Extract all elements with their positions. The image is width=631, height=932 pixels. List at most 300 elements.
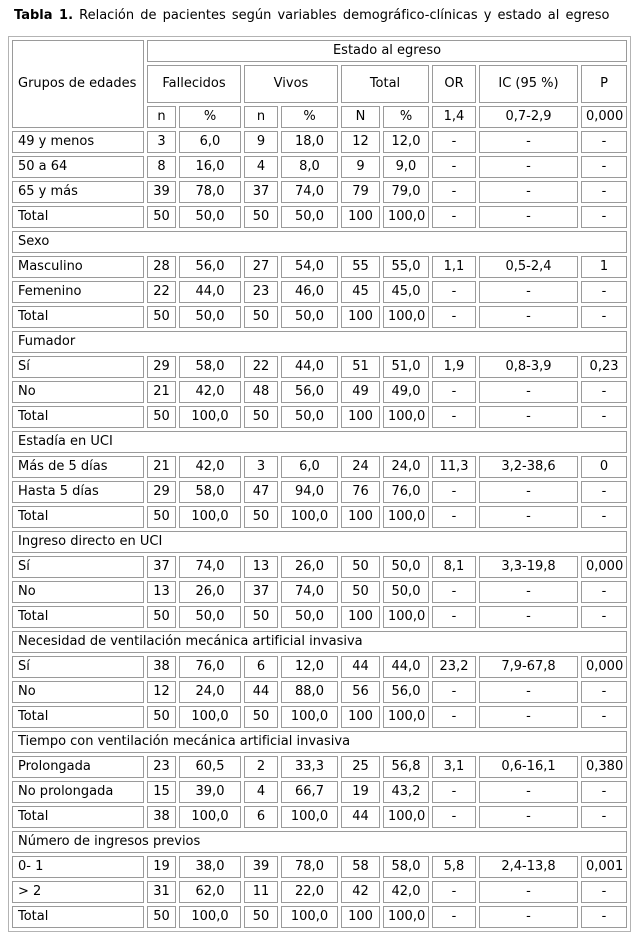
cell-value: 56,8 xyxy=(383,756,429,778)
cell-value: - xyxy=(432,381,476,403)
cell-value: 9 xyxy=(244,131,278,153)
table-row xyxy=(12,131,627,153)
cell-value: 0,000 xyxy=(581,556,627,578)
section-row xyxy=(12,331,627,353)
cell-value: - xyxy=(479,306,578,328)
cell-value: 76 xyxy=(341,481,380,503)
cell-value: 45 xyxy=(341,281,380,303)
row-label: Total xyxy=(12,506,144,528)
header-ic: IC (95 %) xyxy=(479,65,578,103)
cell-value: 100,0 xyxy=(281,806,338,828)
cell-value: - xyxy=(479,606,578,628)
cell-value: 60,5 xyxy=(179,756,241,778)
cell-value: 100,0 xyxy=(179,906,241,928)
row-label: Femenino xyxy=(12,281,144,303)
cell-value: 12 xyxy=(147,681,176,703)
cell-value: 3,3-19,8 xyxy=(479,556,578,578)
cell-value: 79,0 xyxy=(383,181,429,203)
row-label: Total xyxy=(12,806,144,828)
cell-value: 44 xyxy=(244,681,278,703)
table-row xyxy=(12,181,627,203)
cell-value: 26,0 xyxy=(281,556,338,578)
section-label: Estadía en UCI xyxy=(12,431,627,453)
cell-value: 44 xyxy=(341,806,380,828)
cell-value: 39 xyxy=(244,856,278,878)
cell-value: 50 xyxy=(341,556,380,578)
table-row xyxy=(12,506,627,528)
cell-value: 50 xyxy=(147,706,176,728)
cell-value: - xyxy=(432,681,476,703)
cell-value: 1 xyxy=(581,256,627,278)
cell-value: - xyxy=(432,806,476,828)
subheader-pct-total: % xyxy=(383,106,429,128)
cell-value: 50,0 xyxy=(281,406,338,428)
row-label: 0- 1 xyxy=(12,856,144,878)
data-table xyxy=(8,36,631,932)
table-row xyxy=(12,856,627,878)
cell-value: 38 xyxy=(147,656,176,678)
header-row-top xyxy=(12,40,627,62)
group-header: Estado al egreso xyxy=(147,40,627,62)
cell-value: 50 xyxy=(341,581,380,603)
cell-value: 49,0 xyxy=(383,381,429,403)
cell-value: 50 xyxy=(244,206,278,228)
cell-value: 79 xyxy=(341,181,380,203)
table-caption-text: Relación de pacientes según variables demográfico-clínicas y estado al egreso xyxy=(73,8,610,23)
row-label: 49 y menos xyxy=(12,131,144,153)
row-label: Total xyxy=(12,406,144,428)
cell-value: 100,0 xyxy=(281,706,338,728)
cell-value: 22,0 xyxy=(281,881,338,903)
section-row xyxy=(12,631,627,653)
row-label: No prolongada xyxy=(12,781,144,803)
cell-value: 27 xyxy=(244,256,278,278)
colgroup-total: Total xyxy=(341,65,429,103)
cell-value: 15 xyxy=(147,781,176,803)
cell-value: 23 xyxy=(147,756,176,778)
section-label: Sexo xyxy=(12,231,627,253)
cell-value: 8 xyxy=(147,156,176,178)
cell-value: 50,0 xyxy=(281,306,338,328)
cell-value: - xyxy=(581,406,627,428)
cell-value: - xyxy=(432,181,476,203)
cell-value: - xyxy=(432,881,476,903)
table-row xyxy=(12,581,627,603)
subheader-n-total: N xyxy=(341,106,380,128)
cell-value: 23,2 xyxy=(432,656,476,678)
cell-value: - xyxy=(479,906,578,928)
cell-value: 50 xyxy=(244,706,278,728)
cell-value: - xyxy=(581,131,627,153)
cell-value: - xyxy=(432,481,476,503)
cell-value: 25 xyxy=(341,756,380,778)
cell-value: 31 xyxy=(147,881,176,903)
cell-value: 50,0 xyxy=(179,206,241,228)
cell-value: 11,3 xyxy=(432,456,476,478)
cell-value: 58,0 xyxy=(179,356,241,378)
cell-value: 44 xyxy=(341,656,380,678)
cell-value: 9 xyxy=(341,156,380,178)
table-row xyxy=(12,756,627,778)
cell-value: 44,0 xyxy=(281,356,338,378)
cell-value: 0,23 xyxy=(581,356,627,378)
row-label: Sí xyxy=(12,356,144,378)
cell-value: 16,0 xyxy=(179,156,241,178)
cell-value: 0,8-3,9 xyxy=(479,356,578,378)
cell-value: 1,1 xyxy=(432,256,476,278)
cell-value: 66,7 xyxy=(281,781,338,803)
corner-header: Grupos de edades xyxy=(12,40,144,128)
cell-value: 0,6-16,1 xyxy=(479,756,578,778)
cell-value: 58 xyxy=(341,856,380,878)
cell-value: - xyxy=(432,781,476,803)
cell-value: 51 xyxy=(341,356,380,378)
cell-value: - xyxy=(581,381,627,403)
cell-value: 50,0 xyxy=(179,306,241,328)
cell-value: 100,0 xyxy=(179,406,241,428)
cell-value: 45,0 xyxy=(383,281,429,303)
row-label: 65 y más xyxy=(12,181,144,203)
cell-value: 6,0 xyxy=(179,131,241,153)
section-row xyxy=(12,431,627,453)
cell-value: 55 xyxy=(341,256,380,278)
row-label: Sí xyxy=(12,656,144,678)
row-label: Total xyxy=(12,206,144,228)
row-label: > 2 xyxy=(12,881,144,903)
row-label: Sí xyxy=(12,556,144,578)
stat-value-or: 1,4 xyxy=(432,106,476,128)
cell-value: - xyxy=(479,781,578,803)
row-label: Total xyxy=(12,706,144,728)
cell-value: 38 xyxy=(147,806,176,828)
cell-value: - xyxy=(479,181,578,203)
cell-value: 50 xyxy=(244,906,278,928)
cell-value: 100,0 xyxy=(179,506,241,528)
cell-value: 100,0 xyxy=(383,906,429,928)
row-label: Total xyxy=(12,906,144,928)
cell-value: 100,0 xyxy=(383,606,429,628)
cell-value: - xyxy=(581,306,627,328)
cell-value: 100,0 xyxy=(383,206,429,228)
cell-value: 29 xyxy=(147,356,176,378)
cell-value: 100 xyxy=(341,206,380,228)
cell-value: - xyxy=(479,506,578,528)
header-p: P xyxy=(581,65,627,103)
table-row xyxy=(12,906,627,928)
cell-value: 28 xyxy=(147,256,176,278)
cell-value: 6,0 xyxy=(281,456,338,478)
cell-value: 39 xyxy=(147,181,176,203)
cell-value: 74,0 xyxy=(179,556,241,578)
cell-value: 12 xyxy=(341,131,380,153)
table-row xyxy=(12,256,627,278)
cell-value: 50,0 xyxy=(383,556,429,578)
cell-value: 50 xyxy=(147,206,176,228)
cell-value: - xyxy=(581,281,627,303)
subheader-pct-fallecidos: % xyxy=(179,106,241,128)
cell-value: - xyxy=(479,406,578,428)
cell-value: - xyxy=(479,281,578,303)
table-caption-number: Tabla 1. xyxy=(14,8,74,23)
cell-value: 58,0 xyxy=(179,481,241,503)
cell-value: - xyxy=(581,606,627,628)
cell-value: - xyxy=(432,131,476,153)
stat-value-p: 0,000 xyxy=(581,106,627,128)
cell-value: 100 xyxy=(341,306,380,328)
cell-value: 56 xyxy=(341,681,380,703)
cell-value: - xyxy=(432,306,476,328)
cell-value: 12,0 xyxy=(281,656,338,678)
cell-value: 100,0 xyxy=(179,706,241,728)
table-row xyxy=(12,156,627,178)
cell-value: - xyxy=(581,156,627,178)
cell-value: 37 xyxy=(147,556,176,578)
cell-value: 42,0 xyxy=(383,881,429,903)
cell-value: 33,3 xyxy=(281,756,338,778)
cell-value: 100,0 xyxy=(281,906,338,928)
section-label: Ingreso directo en UCI xyxy=(12,531,627,553)
cell-value: 100 xyxy=(341,906,380,928)
cell-value: 54,0 xyxy=(281,256,338,278)
cell-value: 7,9-67,8 xyxy=(479,656,578,678)
cell-value: 55,0 xyxy=(383,256,429,278)
row-label: Más de 5 días xyxy=(12,456,144,478)
cell-value: 13 xyxy=(147,581,176,603)
cell-value: 42,0 xyxy=(179,381,241,403)
cell-value: - xyxy=(581,881,627,903)
cell-value: 74,0 xyxy=(281,581,338,603)
subheader-n-vivos: n xyxy=(244,106,278,128)
cell-value: 76,0 xyxy=(383,481,429,503)
cell-value: 50 xyxy=(244,606,278,628)
section-label: Fumador xyxy=(12,331,627,353)
table-row xyxy=(12,881,627,903)
cell-value: 29 xyxy=(147,481,176,503)
cell-value: 56,0 xyxy=(281,381,338,403)
cell-value: - xyxy=(479,706,578,728)
table-row xyxy=(12,206,627,228)
row-label: Masculino xyxy=(12,256,144,278)
cell-value: 0,001 xyxy=(581,856,627,878)
section-row xyxy=(12,531,627,553)
cell-value: - xyxy=(479,156,578,178)
table-row xyxy=(12,706,627,728)
cell-value: - xyxy=(432,406,476,428)
cell-value: 2,4-13,8 xyxy=(479,856,578,878)
cell-value: 100,0 xyxy=(383,406,429,428)
cell-value: 100,0 xyxy=(281,506,338,528)
section-row xyxy=(12,731,627,753)
row-label: Prolongada xyxy=(12,756,144,778)
section-row xyxy=(12,831,627,853)
cell-value: - xyxy=(432,706,476,728)
table-row xyxy=(12,781,627,803)
cell-value: 21 xyxy=(147,381,176,403)
subheader-pct-vivos: % xyxy=(281,106,338,128)
cell-value: 50,0 xyxy=(383,581,429,603)
cell-value: - xyxy=(479,806,578,828)
cell-value: 50 xyxy=(147,506,176,528)
cell-value: 50 xyxy=(244,406,278,428)
cell-value: - xyxy=(479,206,578,228)
cell-value: 100,0 xyxy=(383,806,429,828)
cell-value: 76,0 xyxy=(179,656,241,678)
cell-value: - xyxy=(432,281,476,303)
cell-value: 3 xyxy=(244,456,278,478)
cell-value: 78,0 xyxy=(179,181,241,203)
cell-value: 56,0 xyxy=(179,256,241,278)
row-label: No xyxy=(12,681,144,703)
row-label: Total xyxy=(12,606,144,628)
table-row xyxy=(12,656,627,678)
cell-value: 4 xyxy=(244,156,278,178)
cell-value: 100 xyxy=(341,706,380,728)
cell-value: 100 xyxy=(341,606,380,628)
cell-value: 5,8 xyxy=(432,856,476,878)
cell-value: 100,0 xyxy=(383,306,429,328)
cell-value: - xyxy=(581,781,627,803)
cell-value: 11 xyxy=(244,881,278,903)
cell-value: 26,0 xyxy=(179,581,241,603)
cell-value: 37 xyxy=(244,581,278,603)
cell-value: 38,0 xyxy=(179,856,241,878)
table-caption xyxy=(14,8,621,24)
cell-value: - xyxy=(432,206,476,228)
cell-value: 74,0 xyxy=(281,181,338,203)
cell-value: 44,0 xyxy=(179,281,241,303)
table-row xyxy=(12,406,627,428)
row-label: Total xyxy=(12,306,144,328)
row-label: 50 a 64 xyxy=(12,156,144,178)
cell-value: 56,0 xyxy=(383,681,429,703)
cell-value: 100,0 xyxy=(383,506,429,528)
table-row xyxy=(12,481,627,503)
section-row xyxy=(12,231,627,253)
cell-value: - xyxy=(581,906,627,928)
cell-value: 42,0 xyxy=(179,456,241,478)
cell-value: 44,0 xyxy=(383,656,429,678)
cell-value: 50 xyxy=(244,506,278,528)
cell-value: - xyxy=(432,606,476,628)
cell-value: 37 xyxy=(244,181,278,203)
cell-value: - xyxy=(581,181,627,203)
cell-value: - xyxy=(479,581,578,603)
cell-value: 48 xyxy=(244,381,278,403)
cell-value: - xyxy=(479,131,578,153)
table-row xyxy=(12,556,627,578)
cell-value: 6 xyxy=(244,656,278,678)
cell-value: 50 xyxy=(147,406,176,428)
table-row xyxy=(12,306,627,328)
cell-value: 13 xyxy=(244,556,278,578)
row-label: No xyxy=(12,581,144,603)
header-or: OR xyxy=(432,65,476,103)
cell-value: - xyxy=(479,381,578,403)
cell-value: 50,0 xyxy=(179,606,241,628)
cell-value: 23 xyxy=(244,281,278,303)
cell-value: 100,0 xyxy=(383,706,429,728)
cell-value: 94,0 xyxy=(281,481,338,503)
cell-value: 50,0 xyxy=(281,206,338,228)
cell-value: 18,0 xyxy=(281,131,338,153)
cell-value: 8,1 xyxy=(432,556,476,578)
cell-value: 42 xyxy=(341,881,380,903)
cell-value: 50 xyxy=(147,306,176,328)
colgroup-vivos: Vivos xyxy=(244,65,338,103)
cell-value: 24,0 xyxy=(179,681,241,703)
cell-value: - xyxy=(479,881,578,903)
cell-value: 100 xyxy=(341,406,380,428)
section-label: Tiempo con ventilación mecánica artificial invasiva xyxy=(12,731,627,753)
cell-value: 24,0 xyxy=(383,456,429,478)
cell-value: 12,0 xyxy=(383,131,429,153)
cell-value: 46,0 xyxy=(281,281,338,303)
cell-value: - xyxy=(581,506,627,528)
cell-value: 100 xyxy=(341,506,380,528)
cell-value: 50 xyxy=(244,306,278,328)
table-row xyxy=(12,606,627,628)
cell-value: 3,1 xyxy=(432,756,476,778)
cell-value: 4 xyxy=(244,781,278,803)
cell-value: - xyxy=(432,156,476,178)
table-row xyxy=(12,381,627,403)
cell-value: 8,0 xyxy=(281,156,338,178)
table-row xyxy=(12,281,627,303)
cell-value: 3 xyxy=(147,131,176,153)
cell-value: - xyxy=(581,481,627,503)
cell-value: 43,2 xyxy=(383,781,429,803)
cell-value: 0,5-2,4 xyxy=(479,256,578,278)
cell-value: 58,0 xyxy=(383,856,429,878)
cell-value: 9,0 xyxy=(383,156,429,178)
cell-value: 21 xyxy=(147,456,176,478)
cell-value: 50,0 xyxy=(281,606,338,628)
stat-value-ic: 0,7-2,9 xyxy=(479,106,578,128)
cell-value: 0,380 xyxy=(581,756,627,778)
cell-value: 88,0 xyxy=(281,681,338,703)
cell-value: - xyxy=(479,681,578,703)
cell-value: 19 xyxy=(147,856,176,878)
cell-value: 3,2-38,6 xyxy=(479,456,578,478)
cell-value: 0 xyxy=(581,456,627,478)
cell-value: 39,0 xyxy=(179,781,241,803)
cell-value: - xyxy=(432,906,476,928)
cell-value: - xyxy=(432,581,476,603)
row-label: No xyxy=(12,381,144,403)
row-label: Hasta 5 días xyxy=(12,481,144,503)
cell-value: 1,9 xyxy=(432,356,476,378)
cell-value: - xyxy=(432,506,476,528)
cell-value: 22 xyxy=(147,281,176,303)
cell-value: - xyxy=(581,806,627,828)
cell-value: 22 xyxy=(244,356,278,378)
section-label: Número de ingresos previos xyxy=(12,831,627,853)
cell-value: - xyxy=(581,581,627,603)
cell-value: - xyxy=(581,681,627,703)
table-row xyxy=(12,681,627,703)
cell-value: 49 xyxy=(341,381,380,403)
cell-value: 19 xyxy=(341,781,380,803)
cell-value: 24 xyxy=(341,456,380,478)
cell-value: 50 xyxy=(147,606,176,628)
cell-value: 100,0 xyxy=(179,806,241,828)
cell-value: - xyxy=(581,206,627,228)
colgroup-fallecidos: Fallecidos xyxy=(147,65,241,103)
section-label: Necesidad de ventilación mecánica artificial invasiva xyxy=(12,631,627,653)
cell-value: 78,0 xyxy=(281,856,338,878)
cell-value: 51,0 xyxy=(383,356,429,378)
cell-value: 6 xyxy=(244,806,278,828)
